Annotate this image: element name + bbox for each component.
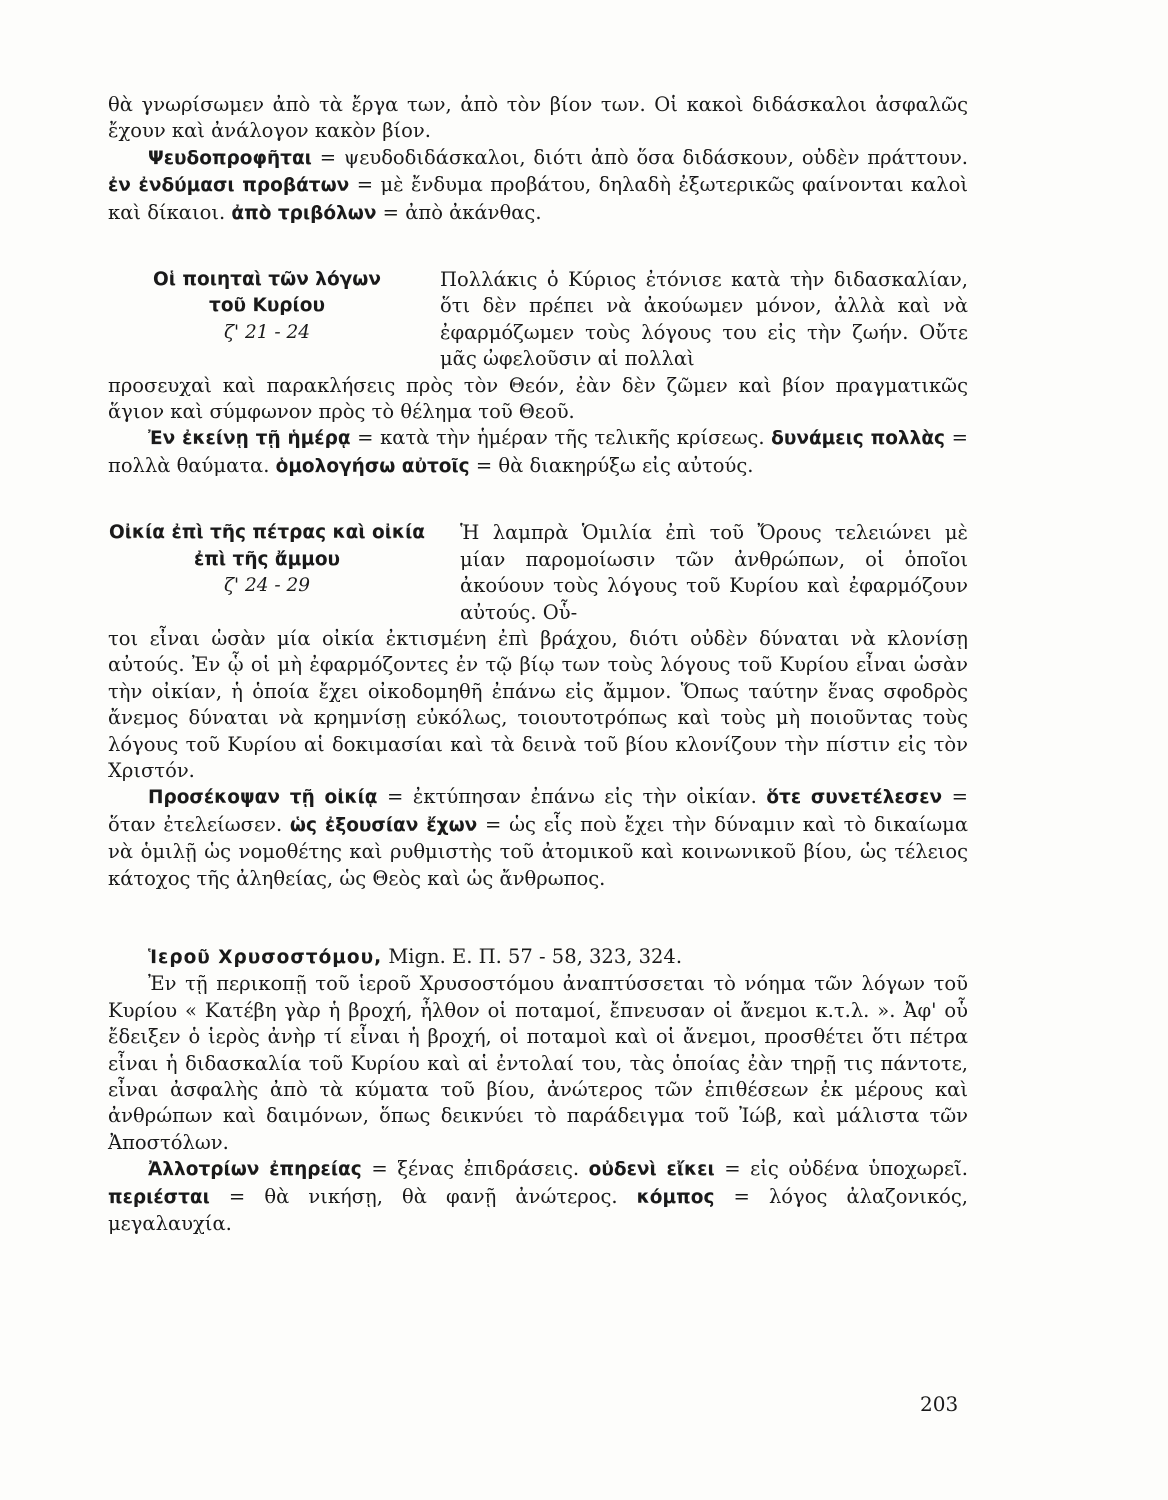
- paragraph-intro: θὰ γνωρίσωμεν ἀπὸ τὰ ἔργα των, ἀπὸ τὸν βίον των. Οἱ κακοὶ διδάσκαλοι ἀσφαλῶς ἔχουν καὶ ἀνάλογον κακὸν βίον.: [108, 93, 968, 143]
- section-continuation: τοι εἶναι ὡσὰν μία οἰκία ἐκτισμένη ἐπὶ βράχου, διότι οὐδὲν δύναται νὰ κλονίσῃ αὐτούς. Ἐν ᾧ οἱ μὴ ἐφαρμόζοντες ἐν τῷ βίῳ των τοὺς λόγους τοῦ Κυρίου εἶναι ὡσὰν τὴν οἰκίαν, ἡ ὁποία ἔχει οἰκοδομηθῆ ἐπάνω εἰς ἄμμον. Ὅπως ταύτην ἕνας σφοδρὸς ἄνεμος δύναται νὰ κρημνίσῃ εὐκόλως, τοιουτοτρόπως καὶ τοὺς μὴ ποιοῦντας τοὺς λόγους τοῦ Κυρίου αἱ δοκιμασίαι καὶ τὰ δεινὰ τοῦ βίου κλονίζουν τὴν πίστιν εἰς τὸν Χριστόν.: [108, 626, 968, 782]
- section-body: Πολλάκις ὁ Κύριος ἐτόνισε κατὰ τὴν διδασκαλίαν, ὅτι δὲν πρέπει νὰ ἀκούωμεν μόνον, ἀλλὰ καὶ νὰ ἐφαρμόζωμεν τοὺς λόγους του εἰς τὴν ζωήν. Οὔτε μᾶς ὠφελοῦσιν αἱ πολλαὶ: [440, 268, 968, 371]
- definition: = μὲ ἔνδυμα προβάτου, δηλαδὴ ἐξωτερικῶς φαίνονται καλοὶ καὶ δίκαιοι.: [108, 173, 968, 224]
- section-poets-of-words: [108, 267, 968, 373]
- term: ἀπὸ τριβόλων: [231, 202, 377, 224]
- definition: = θὰ νικήσῃ, θὰ φανῇ ἀνώτερος.: [209, 1184, 637, 1208]
- paragraph-chrysostom: Ἐν τῇ περικοπῇ τοῦ ἱεροῦ Χρυσοστόμου ἀναπτύσσεται τὸ νόημα τῶν λόγων τοῦ Κυρίου « Κατέβη γὰρ ἡ βροχή, ἦλθον οἱ ποταμοί, ἔπνευσαν οἱ ἄνεμοι κ.τ.λ. ». Ἀφ' οὗ ἔδειξεν ὁ ἱερὸς ἀνὴρ τί εἶναι ἡ βροχή, οἱ ποταμοὶ καὶ οἱ ἄνεμοι, προσθέτει ὅτι πέτρα εἶναι ἡ διδασκαλία τοῦ Κυρίου καὶ αἱ ἐντολαί του, τὰς ὁποίας ἐὰν τηρῇ τις πάντοτε, εἶναι ἀσφαλὴς ἀπὸ τὰ κύματα τοῦ βίου, ἀνώτερος τῶν ἐπιθέσεων ἐκ μέρους καὶ ἀνθρώπων καὶ δαιμόνων, ὅπως δεικνύει τὸ παράδειγμα τοῦ Ἰώβ, καὶ μάλιστα τῶν Ἀποστόλων.: [108, 972, 968, 1154]
- term: δυνάμεις πολλὰς: [771, 428, 946, 450]
- section-house-on-rock: [108, 520, 968, 626]
- paragraph-glossary-2: [108, 425, 968, 480]
- term: Προσέκοψαν τῇ οἰκίᾳ: [148, 787, 378, 809]
- paragraph-glossary-1: [108, 145, 968, 227]
- paragraph-glossary-3: [108, 784, 968, 892]
- definition: = ἀπὸ ἀκάνθας.: [376, 200, 542, 224]
- side-heading-line-1: Οἱ ποιηταὶ τῶν λόγων: [153, 269, 381, 291]
- paragraph-glossary-4: [108, 1156, 968, 1237]
- definition: = πολλὰ θαύματα.: [108, 426, 968, 477]
- definition: = ψευδοδιδάσκαλοι, διότι ἀπὸ ὅσα διδάσκουν, οὐδὲν πράττουν.: [311, 145, 968, 169]
- page-body: [108, 92, 968, 1237]
- term: κόμπος: [636, 1186, 715, 1208]
- term: ὁμολογήσω αὐτοῖς: [275, 455, 470, 477]
- section-body: Ἡ λαμπρὰ Ὁμιλία ἐπὶ τοῦ Ὄρους τελειώνει μὲ μίαν παρομοίωσιν τῶν ἀνθρώπων, οἱ ὁποῖοι ἀκούουν τοὺς λόγους τοῦ Κυρίου καὶ ἐφαρμόζουν αὐτούς. Οὗ-: [460, 521, 968, 624]
- term: ὡς ἐξουσίαν ἔχων: [289, 814, 478, 836]
- author-name: Ἱεροῦ Χρυσοστόμου,: [148, 946, 383, 968]
- term: Ἀλλοτρίων ἐπηρείας: [148, 1159, 362, 1181]
- source-citation: [108, 944, 968, 971]
- term: Ψευδοπροφῆται: [148, 147, 312, 169]
- term: Ἐν ἐκείνῃ τῇ ἡμέρᾳ: [148, 428, 351, 450]
- section-continuation: προσευχαὶ καὶ παρακλήσεις πρὸς τὸν Θεόν, ἐὰν δὲν ζῶμεν καὶ βίον πραγματικῶς ἅγιον καὶ σύμφωνον πρὸς τὸ θέλημα τοῦ Θεοῦ.: [108, 373, 968, 424]
- side-heading-reference: ζ' 24 - 29: [223, 575, 311, 597]
- definition: = λόγος ἀλαζονικός, μεγαλαυχία.: [108, 1184, 968, 1236]
- definition: = ξένας ἐπιδράσεις.: [361, 1157, 589, 1181]
- term: ὅτε συνετέλεσεν: [766, 787, 943, 809]
- page-number: 203: [920, 1392, 959, 1416]
- definition: = κατὰ τὴν ἡμέραν τῆς τελικῆς κρίσεως.: [350, 426, 772, 450]
- term: περιέσται: [108, 1186, 210, 1208]
- side-heading-line-2: τοῦ Κυρίου: [209, 295, 325, 317]
- source-reference: Mign. E. Π. 57 - 58, 323, 324.: [382, 944, 683, 968]
- side-heading: [108, 267, 426, 346]
- definition: = εἰς οὐδένα ὑποχωρεῖ.: [714, 1157, 968, 1181]
- side-heading: [108, 520, 426, 599]
- definition: = ἐκτύπησαν ἐπάνω εἰς τὴν οἰκίαν.: [377, 785, 767, 809]
- side-heading-line-2: ἐπὶ τῆς ἄμμου: [193, 548, 341, 570]
- side-heading-reference: ζ' 21 - 24: [223, 321, 311, 343]
- term: οὐδενὶ εἴκει: [588, 1159, 715, 1181]
- definition: = ὅταν ἐτελείωσεν.: [108, 785, 968, 836]
- term: ἐν ἐνδύμασι προβάτων: [108, 175, 350, 197]
- side-heading-line-1: Οἰκία ἐπὶ τῆς πέτρας καὶ οἰκία: [109, 522, 425, 544]
- definition: = ὡς εἷς ποὺ ἔχει τὴν δύναμιν καὶ τὸ δικαίωμα νὰ ὁμιλῇ ὡς νομοθέτης καὶ ρυθμιστὴς τοῦ ἀτομικοῦ καὶ κοινωνικοῦ βίου, ὡς τέλειος κάτοχος τῆς ἀληθείας, ὡς Θεὸς καὶ ὡς ἄνθρωπος.: [108, 812, 968, 890]
- definition: = θὰ διακηρύξω εἰς αὐτούς.: [469, 453, 754, 477]
